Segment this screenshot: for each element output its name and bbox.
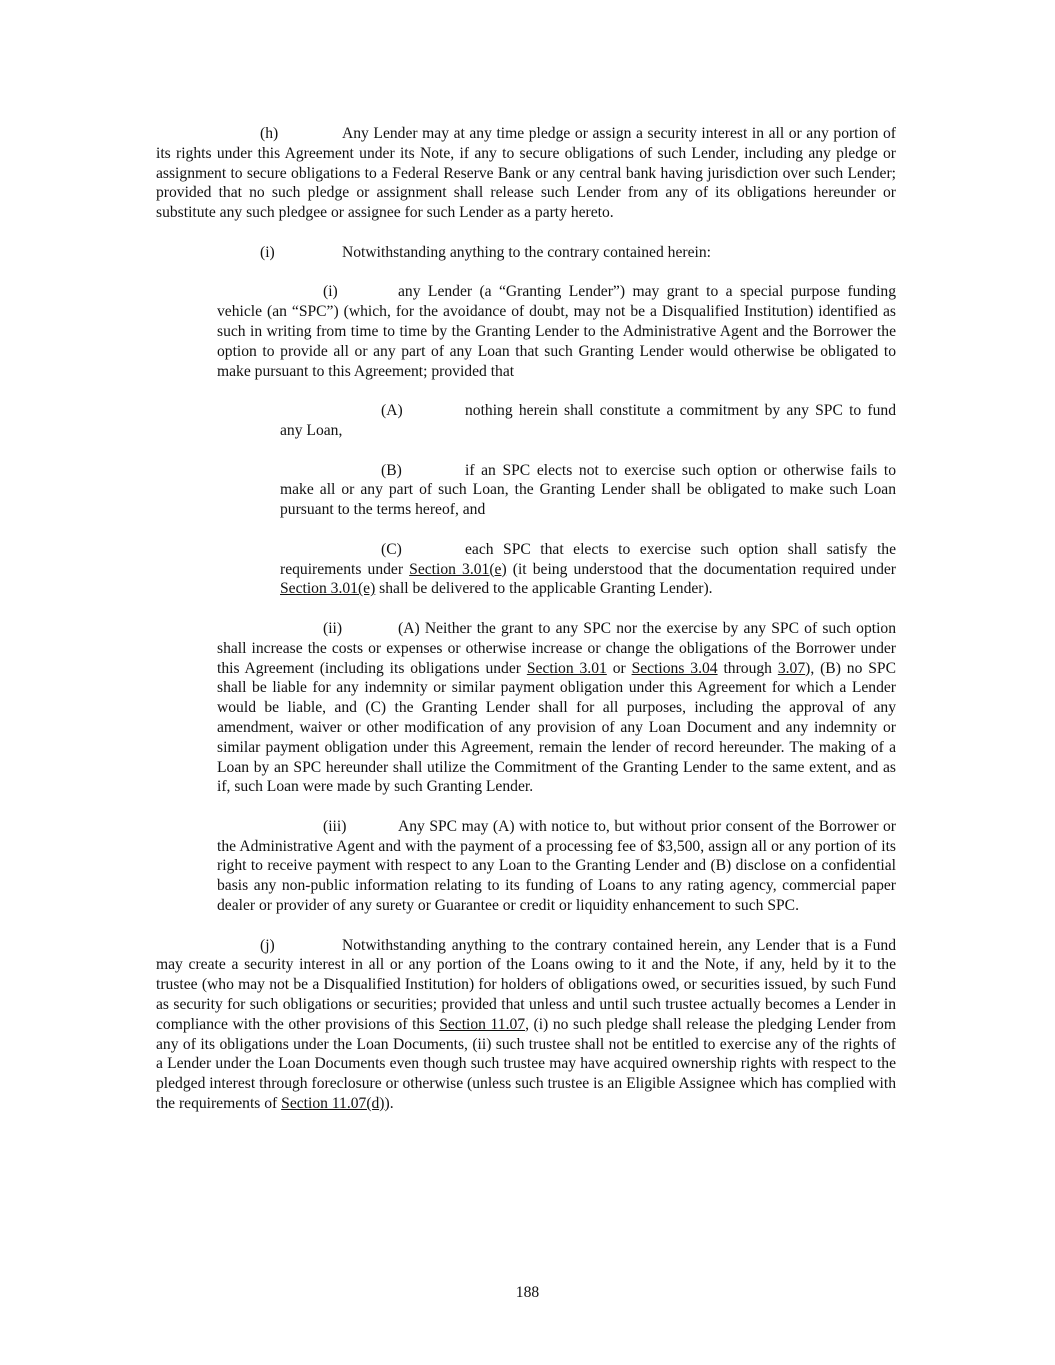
subparagraph-text: any Lender (a “Granting Lender”) may grant to a special purpose funding vehicle (an “SPC”) (which, for the avoidance of doubt, may not be a Disqualified Institution) identified as such in writing from time to time by the Granting Lender to the Administrative Agent and the Borrower the option to provide all or any part of any Loan that such Granting Lender would otherwise be obligated to make pursuant to this Agreement; provided that (217, 283, 896, 380)
paragraph-text: Notwithstanding anything to the contrary contained herein, any Lender that is a Fund may create a security interest in all or any portion of the Loans owing to it and the Note, if any, held by it to the trustee (who may not be a Disqualified Institution) for holders of obligations owed, or securities issued, by such Fund as security for such obligations or securities; provided that unless and until such trustee actually becomes a Lender in compliance with the other provisions of this (156, 936, 896, 1033)
subparagraph-number: (ii) (323, 619, 343, 637)
section-reference-link[interactable]: 3.07 (777, 659, 806, 677)
section-reference-link[interactable]: Section 3.01 (526, 659, 607, 677)
item-number: (C) (381, 540, 402, 558)
section-reference-link[interactable]: Section 11.07 (439, 1015, 526, 1033)
item-text: (it being understood that the documentation required under (506, 560, 896, 578)
item-a (280, 401, 896, 441)
item-text: if an SPC elects not to exercise such option or otherwise fails to make all or any part of such Loan, the Granting Lender shall be obligated to make such Loan pursuant to the terms hereof, and (280, 461, 896, 519)
paragraph-i (156, 243, 896, 263)
subparagraph-number: (iii) (323, 817, 347, 835)
paragraph-h (156, 124, 896, 223)
paragraph-number: (i) (260, 243, 275, 261)
section-reference-link[interactable]: Sections 3.04 (631, 659, 718, 677)
item-c (280, 540, 896, 599)
paragraph-text: ). (384, 1095, 394, 1113)
subparagraph-text: ), (B) no SPC shall be liable for any indemnity or similar payment obligation under this Agreement for which a Lender would be liable, and (C) the Granting Lender shall for all purposes, including the approval of any amendment, waiver or other modification of any provision of any Loan Document and any indemnity or similar payment obligation under this Agreement, remain the lender of record hereunder. The making of a Loan by an SPC hereunder shall utilize the Commitment of the Granting Lender to the same extent, and as if, such Loan were made by such Granting Lender. (217, 659, 896, 796)
subparagraph-text: or (606, 659, 632, 677)
item-text: each SPC that elects to exercise such option shall satisfy the requirements under (280, 540, 896, 578)
paragraph-number: (h) (260, 125, 279, 142)
section-reference-link[interactable]: Section 11.07(d) (281, 1095, 385, 1113)
item-number: (B) (381, 461, 402, 479)
item-text: nothing herein shall constitute a commitment by any SPC to fund any Loan, (280, 402, 896, 439)
item-b (280, 461, 896, 520)
subparagraph-text: (A) Neither the grant to any SPC nor the exercise by any SPC of such option shall increase the costs or expenses or otherwise increase or change the obligations of the Borrower under this Agreement (including its obligations under (217, 619, 896, 677)
subparagraph-number: (i) (323, 283, 338, 301)
paragraph-text: , (i) no such pledge shall release the pledging Lender from any of its obligations under the Loan Documents, (ii) such trustee shall not be entitled to exercise any of the rights of a Lender under the Loan Documents even though such trustee may have acquired ownership rights with respect to the pledged interest through foreclosure or otherwise (unless such trustee is an Eligible Assignee which has complied with the requirements of (156, 1015, 896, 1113)
subparagraph-i (217, 282, 896, 381)
item-number: (A) (381, 402, 403, 420)
paragraph-number: (j) (260, 936, 275, 954)
paragraph-j (156, 936, 896, 1114)
paragraph-text: Notwithstanding anything to the contrary contained herein: (342, 243, 711, 261)
item-text: shall be delivered to the applicable Granting Lender). (375, 580, 713, 598)
page-number: 188 (515, 1284, 540, 1301)
subparagraph-text: Any SPC may (A) with notice to, but without prior consent of the Borrower or the Administrative Agent and with the payment of a processing fee of $3,500, assign all or any portion of its right to receive payment with respect to any Loan to the Granting Lender and (B) disclose on a confidential basis any non-public information relating to its funding of Loans to any rating agency, commercial paper dealer or provider of any surety or Guarantee or credit or liquidity enhancement to such SPC. (217, 817, 896, 915)
paragraph-text: Any Lender may at any time pledge or assign a security interest in all or any portion of its rights under this Agreement under its Note, if any to secure obligations of such Lender, including any pledge or assignment to secure obligations to a Federal Reserve Bank or any central bank having jurisdiction over such Lender; provided that no such pledge or assignment shall release such Lender from any of its obligations hereunder or substitute any such pledgee or assignee for such Lender as a party hereto. (156, 125, 896, 222)
section-reference-link[interactable]: Section 3.01(e) (280, 580, 376, 598)
section-reference-link[interactable]: Section 3.01(e) (409, 560, 507, 578)
document-body (156, 124, 896, 1134)
subparagraph-ii (217, 619, 896, 797)
subparagraph-iii (217, 817, 896, 916)
subparagraph-text: through (717, 659, 778, 677)
